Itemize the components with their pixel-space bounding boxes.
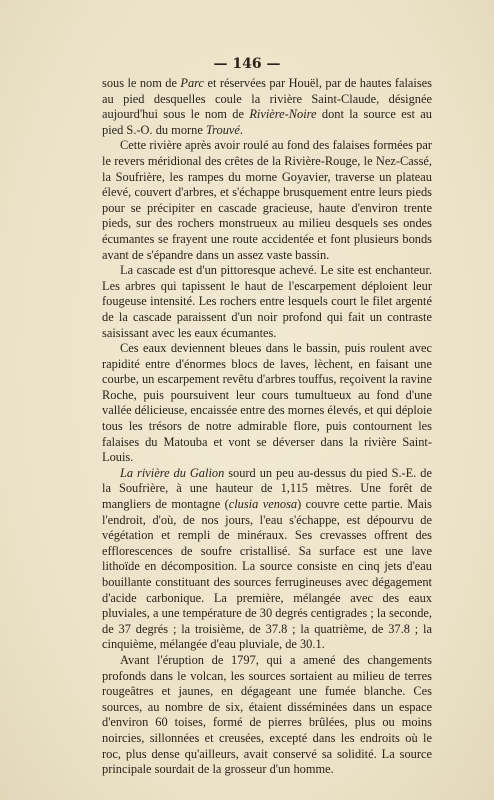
paragraph: [102, 341, 432, 466]
paragraph: [102, 263, 432, 341]
text-run: ) couvre cette partie. Mais l'endroit, d'où, de nos jours, l'eau s'échappe, est dépourvu de végétation et rempli de minéraux. Ses crevasses offrent des efflorescences de soufre cristallisé. Sa surface est une lave lithoïde en décomposition. La source consiste en cinq jets d'eau bouillante constituant des sources ferrugineuses avec dégagement d'acide carbonique. La première, mélangée avec des eaux pluviales, a une température de 30 degrés centigrades ; la seconde, de 37 degrés ; la troisième, de 37.8 ; la quatrième, de 37.8 ; la cinquième, mélangée d'eau pluviale, de 30.1.: [102, 497, 432, 652]
text-run: Ces eaux deviennent bleues dans le bassin, puis roulent avec rapidité entre d'énormes blocs de laves, lèchent, en faisant une courbe, un escarpement revêtu d'arbres touffus, reçoivent la ravine Roche, puis poursuivent leur cours tumultueux au fond d'une vallée délicieuse, encaissée entre des mornes élevés, et qui déploie tous les trésors de notre admirable flore, puis contournent les falaises du Matouba et vont se déverser dans la rivière Saint-Louis.: [102, 341, 432, 465]
italic-text: La rivière du Galion: [120, 465, 225, 480]
text-run: .: [239, 122, 244, 137]
text-run: Cette rivière après avoir roulé au fond des falaises formées par le revers méridional des crêtes de la Rivière-Rouge, le Nez-Cassé, la Soufrière, les rampes du morne Goyavier, traverse un plateau élevé, couvert d'arbres, et s'échappe brusquement entre leurs pieds pour se précipiter en cascade gracieuse, haute d'environ trente pieds, sur des rochers monstrueux au milieu desquels ses ondes écumantes se frayent une route accidentée et font plusieurs bonds avant de s'épandre dans un assez vaste bassin.: [102, 138, 432, 262]
text-run: sous le nom de: [102, 76, 181, 90]
page-body: [102, 76, 432, 778]
italic-text: Trouvé: [205, 122, 240, 137]
text-run: sourd un peu au-dessus du pied S.-E. de la Soufrière, à une hauteur de 1,115 mètres. Une forêt de mangliers de montagne (: [102, 465, 432, 512]
text-run: dont la source est au pied S.-O. du morne: [102, 107, 432, 137]
paragraph: [102, 76, 432, 138]
italic-text: Parc: [180, 76, 205, 90]
italic-text: Rivière-Noire: [249, 107, 317, 122]
paragraph: [102, 138, 432, 263]
text-run: Avant l'éruption de 1797, qui a amené des changements profonds dans le volcan, les sources sortaient au milieu de terres rougeâtres et jaunes, en dégageant une fumée blanche. Ces sources, au nombre de six, étaient disséminées dans un espace d'environ 60 toises, formé de pierres brûlées, plus ou moins noircies, sillonnées et creusées, excepté dans les endroits où le roc, plus dense qu'ailleurs, avait conservé sa solidité. La source principale sourdait de la grosseur d'un homme.: [102, 652, 432, 777]
paragraph: [102, 466, 432, 653]
text-run: et réservées par Houël, par de hautes falaises au pied desquelles coule la rivière Saint-Claude, désignée aujourd'hui sous le nom de: [102, 76, 432, 122]
italic-text: clusia venosa: [228, 497, 298, 512]
paragraph: [102, 653, 432, 778]
text-run: La cascade est d'un pittoresque achevé. Le site est enchanteur. Les arbres qui tapissent le haut de l'escarpement déploient leur fougeuse intensité. Les rochers entre lesquels court le filet argenté de la cascade paraissent d'un noir profond qui fait un contraste saisissant avec les eaux écumantes.: [102, 263, 432, 340]
page-number: — 146 —: [213, 56, 281, 72]
